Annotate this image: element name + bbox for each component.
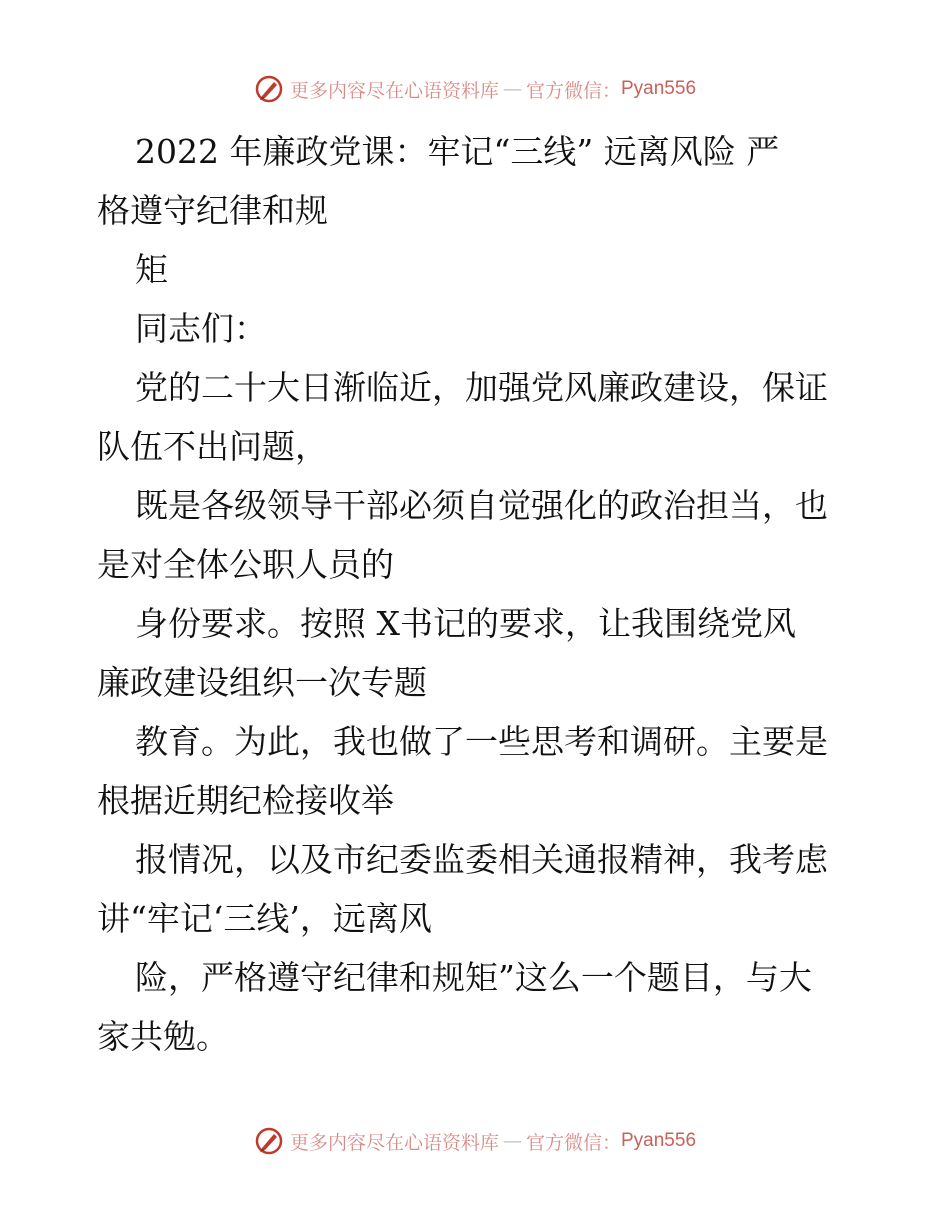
paragraph-line: 教育。为此，我也做了一些思考和调研。主要是 (135, 722, 828, 761)
watermark-label: 官方微信： (525, 79, 621, 102)
title-line: 格遵守纪律和规 (97, 191, 328, 230)
watermark-separator: — (502, 78, 522, 100)
paragraph-line: 身份要求。按照 X书记的要求，让我围绕党风 (135, 604, 796, 643)
paragraph-line: 讲“牢记‘三线’，远离风 (97, 899, 432, 938)
paragraph-line: 报情况，以及市纪委监委相关通报精神，我考虑 (135, 840, 828, 879)
pen-logo-icon (254, 1126, 284, 1156)
watermark-separator: — (502, 1130, 522, 1152)
paragraph-line: 险，严格遵守纪律和规矩”这么一个题目，与大 (135, 958, 812, 997)
watermark-id: Pyan556 (621, 78, 697, 99)
paragraph-line: 根据近期纪检接收举 (97, 781, 394, 820)
paragraph-line: 队伍不出问题， (97, 427, 328, 466)
title-line: 2022 年廉政党课：牢记“三线” 远离风险 严 (135, 132, 780, 171)
footer-watermark (0, 1124, 950, 1158)
watermark-brand: 更多内容尽在心语资料库 (289, 1131, 499, 1154)
paragraph-line: 既是各级领导干部必须自觉强化的政治担当，也 (135, 486, 828, 525)
watermark-label: 官方微信： (525, 1131, 621, 1154)
paragraph-line: 家共勉。 (97, 1017, 229, 1056)
paragraph-line: 廉政建设组织一次专题 (97, 663, 427, 702)
watermark-brand: 更多内容尽在心语资料库 (289, 79, 499, 102)
paragraph-line: 是对全体公职人员的 (97, 545, 394, 584)
paragraph-line: 党的二十大日渐临近，加强党风廉政建设，保证 (135, 368, 828, 407)
title-line: 矩 (135, 250, 168, 289)
watermark-id: Pyan556 (621, 1130, 697, 1151)
pen-logo-icon (254, 74, 284, 104)
document-body (97, 122, 857, 1066)
salutation-line: 同志们： (135, 309, 267, 348)
header-watermark (0, 72, 950, 106)
